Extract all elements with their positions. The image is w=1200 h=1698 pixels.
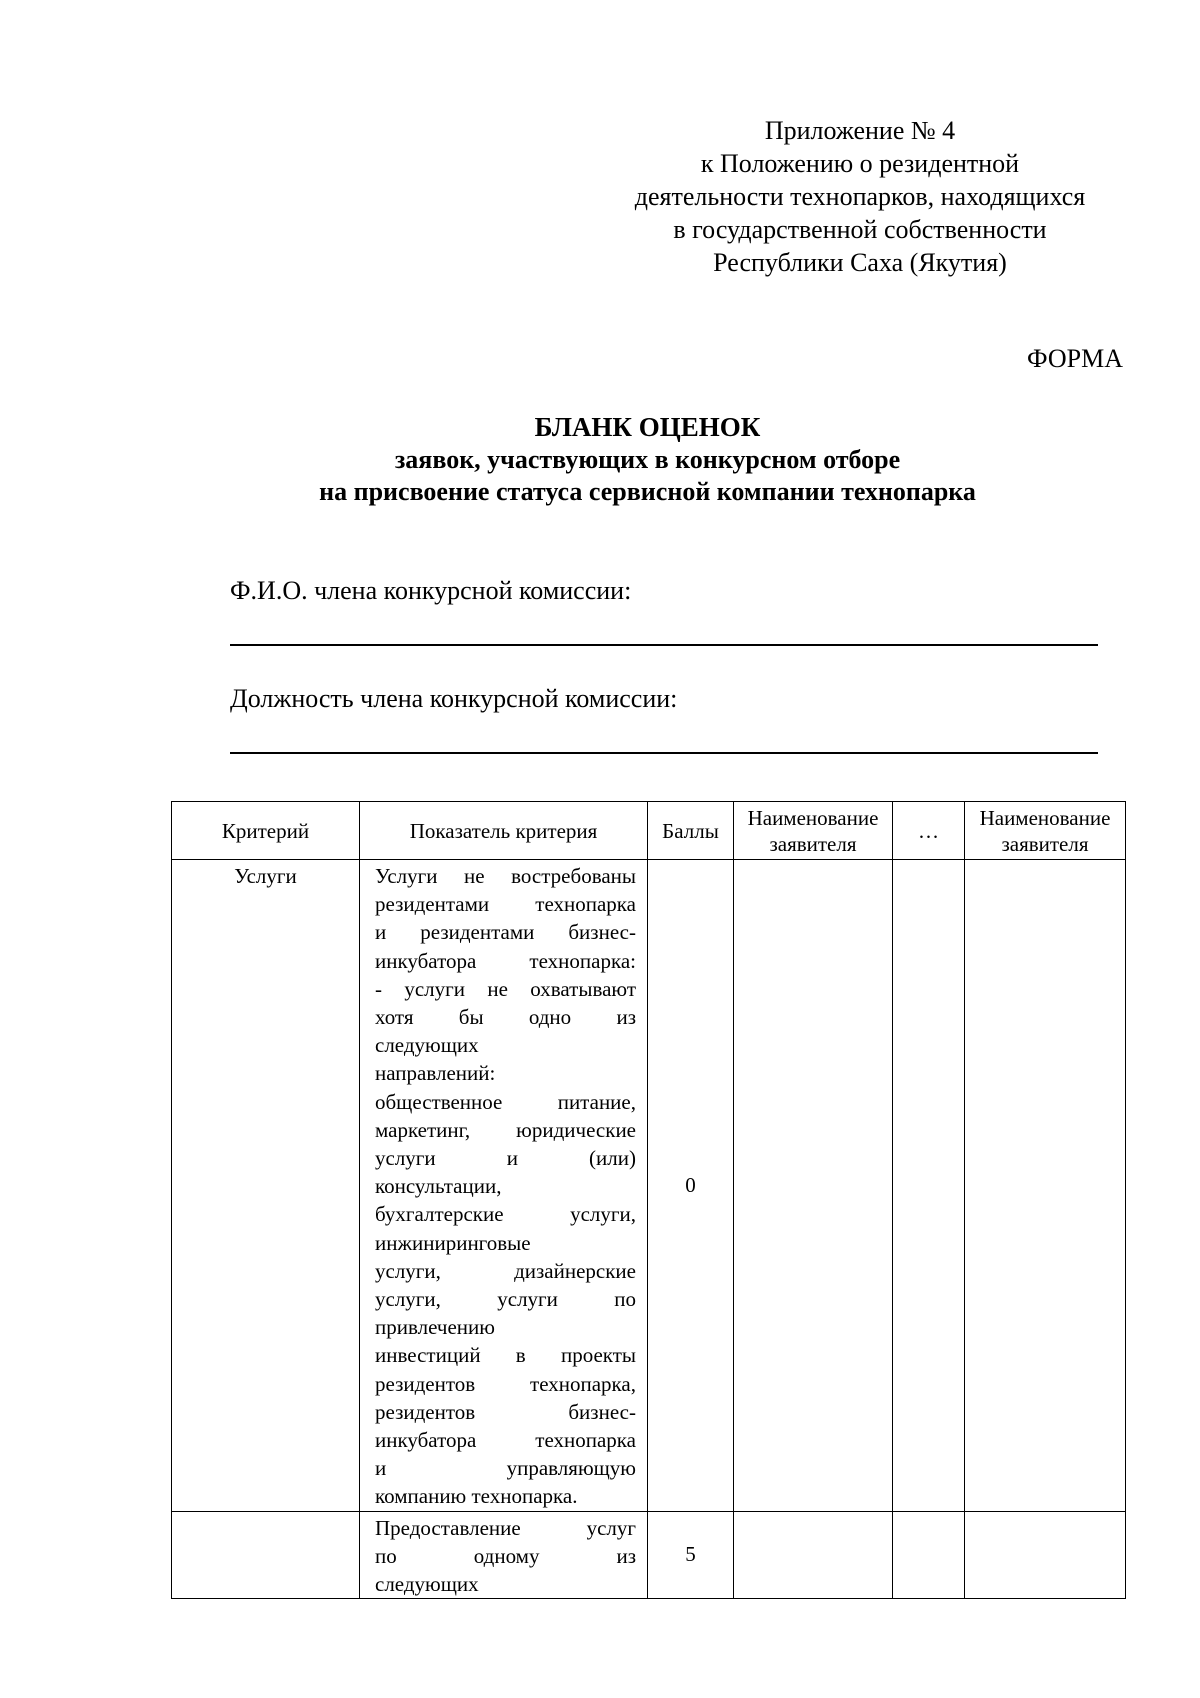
title-main: БЛАНК ОЦЕНОК <box>534 412 761 442</box>
header-applicant-1-line2: заявителя <box>769 831 857 856</box>
indicator-line: направлений: <box>375 1061 496 1086</box>
indicator-line: бухгалтерские услуги, <box>375 1202 636 1227</box>
score-cell-applicant-1[interactable] <box>734 860 893 1512</box>
member-position-label: Должность члена конкурсной комиссии: <box>230 684 678 713</box>
header-applicant-n-line2: заявителя <box>1001 831 1089 856</box>
header-points: Баллы <box>648 802 734 860</box>
appendix-header <box>600 114 1120 279</box>
header-applicant-n-line1: Наименование <box>979 805 1111 830</box>
title-line: на присвоение статуса сервисной компании технопарка <box>319 477 976 506</box>
indicator-line: и управляющую <box>375 1456 636 1481</box>
indicator-line: резидентов технопарка, <box>375 1371 636 1396</box>
indicator-cell <box>360 1511 648 1599</box>
header-indicator: Показатель критерия <box>360 802 648 860</box>
member-position-line[interactable] <box>230 752 1098 754</box>
table-row <box>172 1511 1126 1599</box>
indicator-line: Услуги не востребованы <box>375 864 636 888</box>
indicator-cell <box>360 860 648 1512</box>
indicator-line: консультации, <box>375 1174 502 1199</box>
criterion-cell: Услуги <box>172 860 360 1512</box>
indicator-line: общественное питание, <box>375 1089 636 1114</box>
score-cell-ellipsis[interactable] <box>893 860 965 1512</box>
indicator-line: резидентами технопарка <box>375 892 636 917</box>
criterion-cell <box>172 1511 360 1599</box>
header-criterion: Критерий <box>172 802 360 860</box>
appendix-line: деятельности технопарков, находящихся <box>634 182 1086 211</box>
appendix-line: к Положению о резидентной <box>700 149 1020 178</box>
scoring-table <box>171 801 1126 1599</box>
indicator-line: - услуги не охватывают <box>375 976 636 1001</box>
header-ellipsis: … <box>893 802 965 860</box>
header-applicant-1 <box>734 802 893 860</box>
indicator-line: инкубатора технопарка: <box>375 948 636 973</box>
indicator-line: Предоставление услуг <box>375 1515 636 1540</box>
indicator-line: услуги, дизайнерские <box>375 1258 636 1283</box>
indicator-line: инвестиций в проекты <box>375 1343 636 1368</box>
indicator-line: резидентов бизнес- <box>375 1399 636 1424</box>
score-cell-applicant-n[interactable] <box>965 860 1126 1512</box>
table-row <box>172 860 1126 1512</box>
appendix-line: Республики Саха (Якутия) <box>713 248 1007 277</box>
indicator-line: инжиниринговые <box>375 1230 531 1255</box>
score-cell-ellipsis[interactable] <box>893 1511 965 1599</box>
member-name-line[interactable] <box>230 644 1098 646</box>
appendix-line: Приложение № 4 <box>764 116 956 145</box>
member-name-label: Ф.И.О. члена конкурсной комиссии: <box>230 576 632 605</box>
header-applicant-n <box>965 802 1126 860</box>
indicator-line: привлечению <box>375 1315 495 1340</box>
indicator-line: и резидентами бизнес- <box>375 920 636 945</box>
points-cell: 0 <box>648 860 734 1512</box>
indicator-line: следующих <box>375 1572 479 1597</box>
document-title <box>0 410 1200 508</box>
points-cell: 5 <box>648 1511 734 1599</box>
indicator-line: услуги и (или) <box>375 1146 636 1171</box>
table-header-row <box>172 802 1126 860</box>
indicator-line: компанию технопарка. <box>375 1484 578 1509</box>
indicator-line: маркетинг, юридические <box>375 1117 636 1142</box>
indicator-line: хотя бы одно из <box>375 1005 636 1030</box>
appendix-line: в государственной собственности <box>673 215 1047 244</box>
score-cell-applicant-1[interactable] <box>734 1511 893 1599</box>
indicator-line: следующих <box>375 1033 479 1058</box>
header-applicant-1-line1: Наименование <box>747 805 879 830</box>
form-label: ФОРМА <box>1027 344 1123 373</box>
title-line: заявок, участвующих в конкурсном отборе <box>394 445 901 474</box>
indicator-line: услуги, услуги по <box>375 1287 636 1312</box>
score-cell-applicant-n[interactable] <box>965 1511 1126 1599</box>
indicator-line: по одному из <box>375 1543 636 1568</box>
indicator-line: инкубатора технопарка <box>375 1428 636 1453</box>
